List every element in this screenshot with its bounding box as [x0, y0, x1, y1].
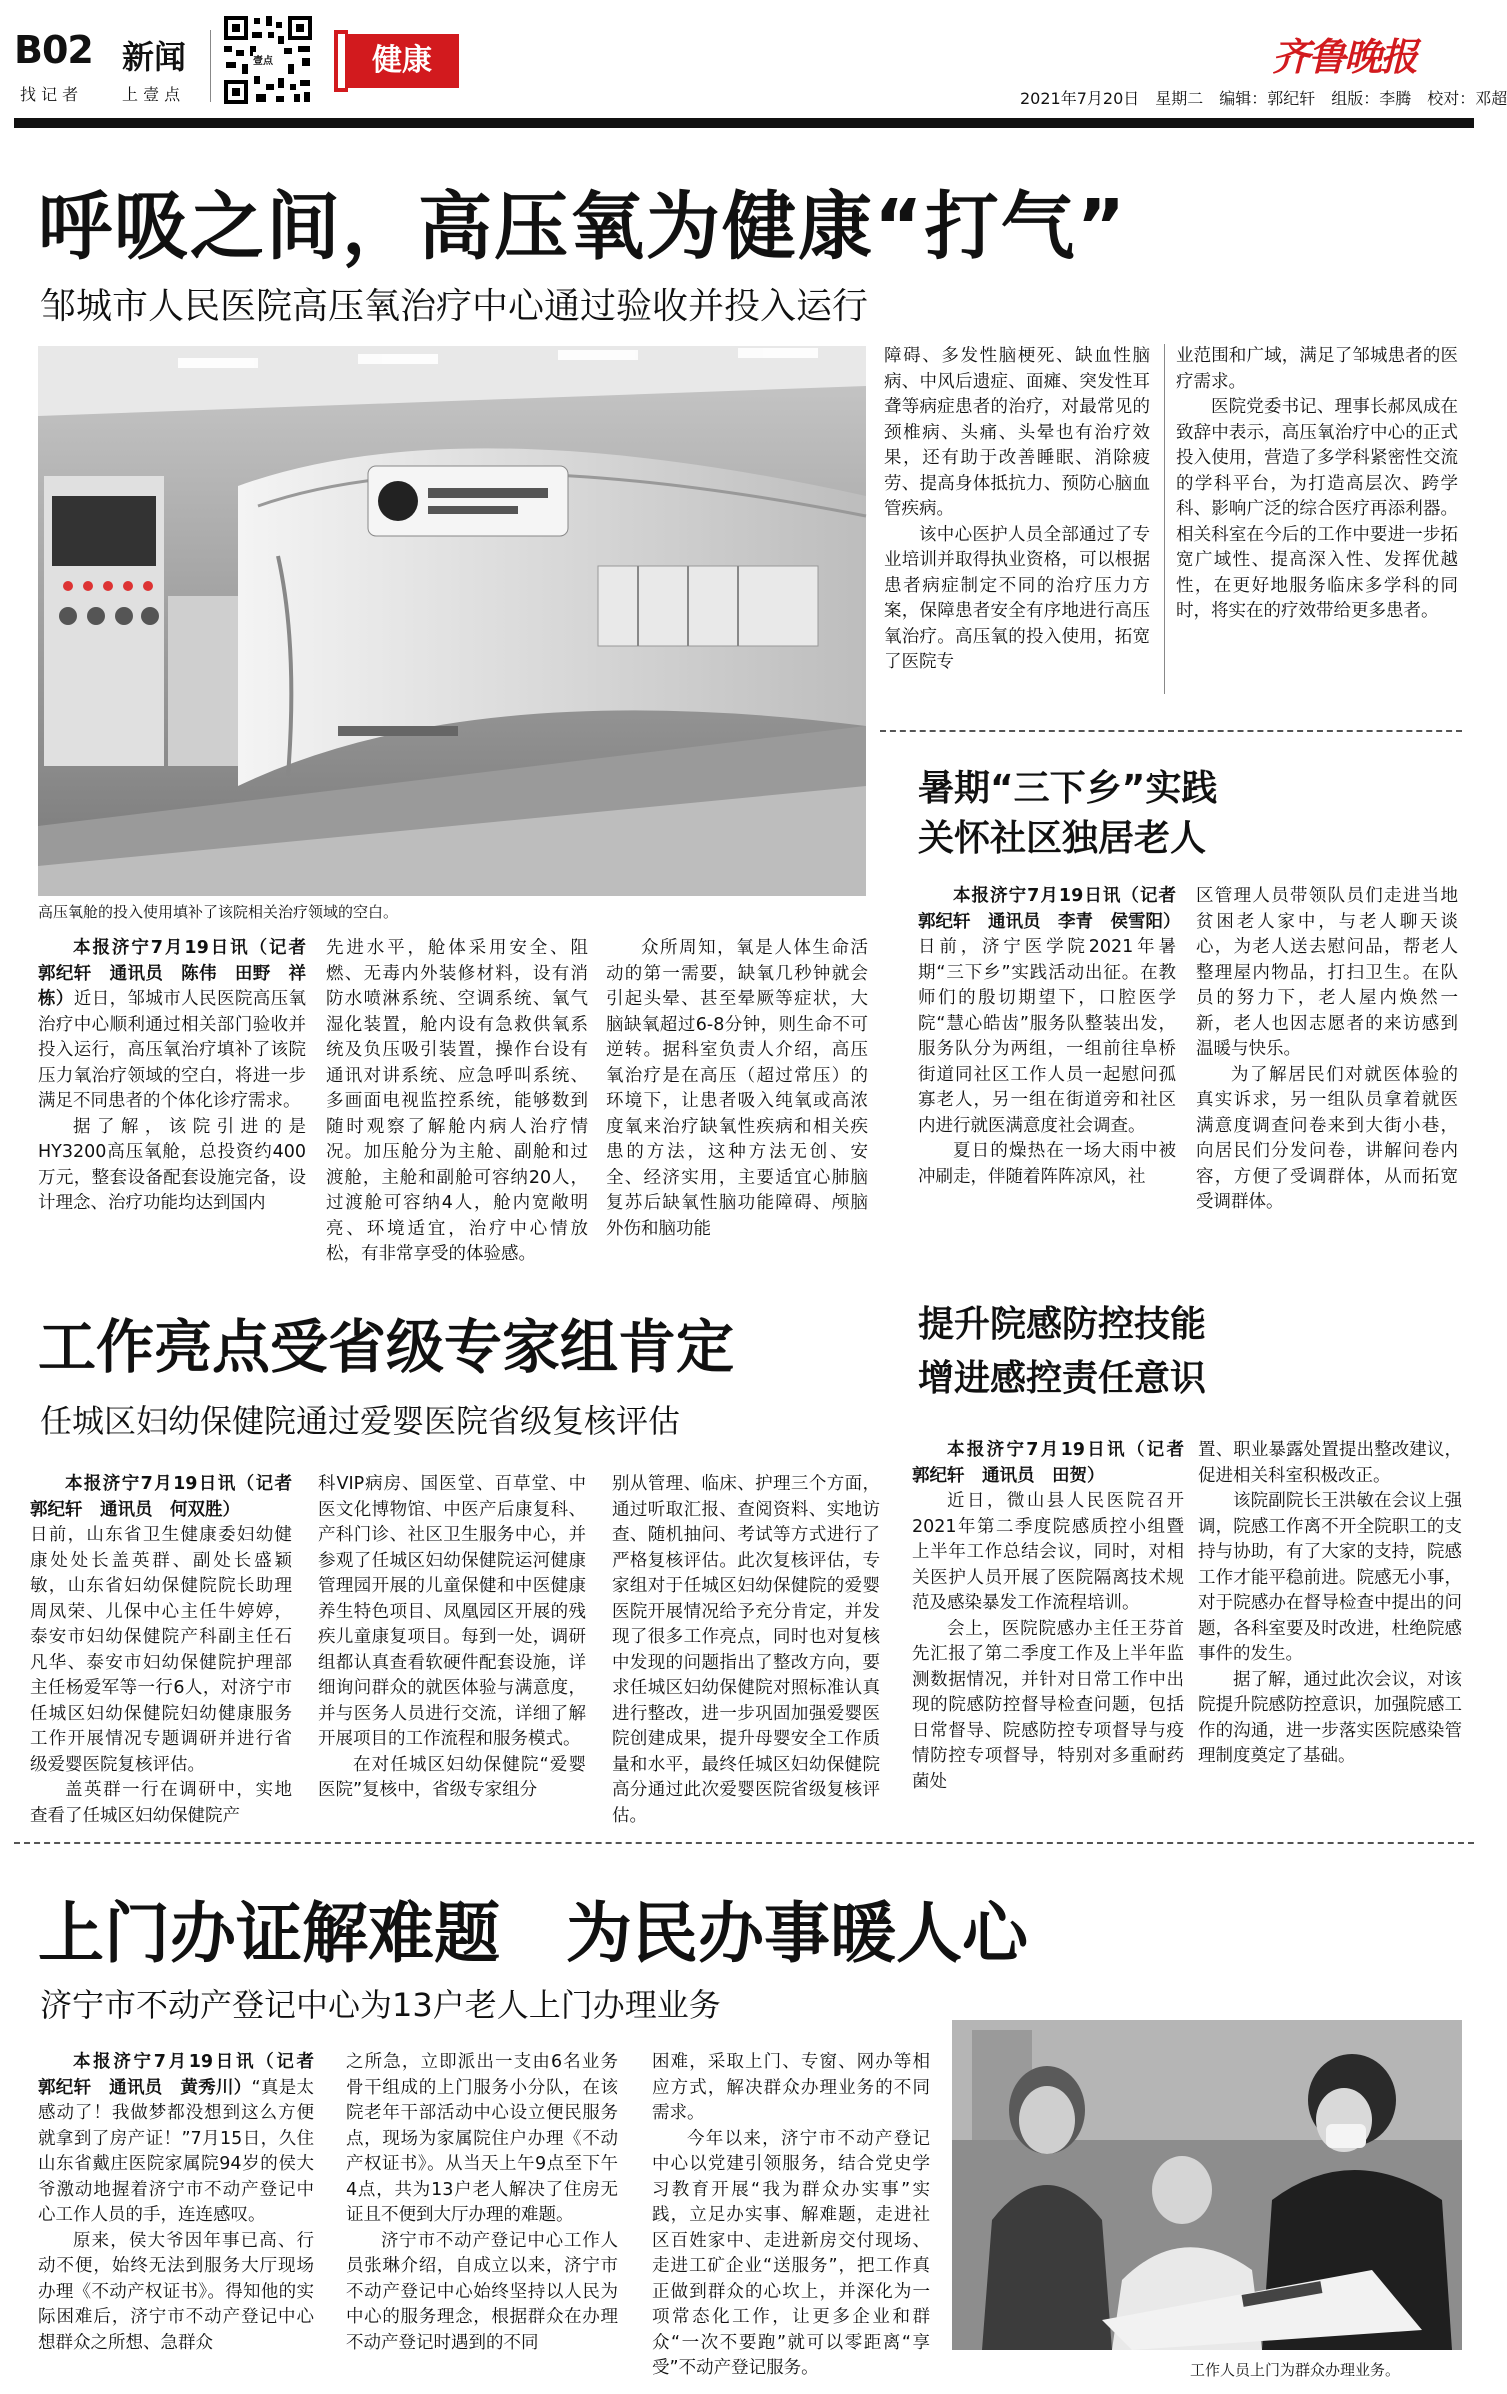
- article1-subtitle: 邹城市人民医院高压氧治疗中心通过验收并投入运行: [40, 286, 869, 327]
- paper-logo: 齐鲁晚报: [1272, 34, 1417, 79]
- masthead-slogan-left: 找 记 者: [20, 85, 79, 104]
- paragraph: 为了解居民们对就医体验的真实诉求，另一组队员拿着就医满意度调查问卷来到大街小巷，向居民们分发问卷，讲解问卷内容，方便了受调群体，从而拓宽受调群体。: [1196, 1064, 1458, 1212]
- divider-dashed: [880, 730, 1462, 732]
- article4-column-2: [1198, 1438, 1462, 1828]
- dateline-text: 本报济宁7月19日讯（记者 郭纪轩 通讯员 李青 侯雪阳）: [918, 886, 1194, 932]
- article5-column-2: [346, 2050, 618, 2370]
- paragraph: 济宁市不动产登记中心工作人员张琳介绍，自成立以来，济宁市不动产登记中心始终坚持以人民为中心的服务理念，根据群众在办理不动产登记时遇到的不同: [346, 2230, 618, 2353]
- paragraph: 据了解，通过此次会议，对该院提升院感防控意识，加强院感工作的沟通，进一步落实医院感染管理制度奠定了基础。: [1198, 1669, 1462, 1766]
- paragraph: 今年以来，济宁市不动产登记中心以党建引领服务，结合党史学习教育开展“我为群众办实事”实践，立足办实事、解难题，走进社区百姓家中、走进新房交付现场、走进工矿企业“送服务”，把工作真正做到群众的心坎上，并深化为一项常态化工作，让更多企业和群众“一次不要跑”就可以零距离“享受”不动产登记服务。: [652, 2128, 930, 2378]
- paragraph: 医院党委书记、理事长郝凤成在致辞中表示，高压氧治疗中心的正式投入使用，营造了多学科紧密性交流的学科平台，为打造高层次、跨学科、影响广泛的综合医疗再添利器。相关科室在今后的工作中要进一步拓宽广域性、提高深入性、发挥优越性，在更好地服务临床多学科的同时，将实在的疗效带给更多患者。: [1176, 397, 1458, 621]
- paragraph: 会上，医院院感办主任王芬首先汇报了第二季度工作及上半年监测数据情况，并针对日常工作中出现的院感防控督导检查问题，包括日常督导、院感防控专项督导与疫情防控专项督导，特别对多重耐药菌处: [912, 1618, 1184, 1792]
- article4-title-line2: 增进感控责任意识: [918, 1358, 1207, 1399]
- article5-photo: [952, 2020, 1462, 2350]
- paragraph: 日前，济宁医学院2021年暑期“三下乡”实践活动出征。在教师们的殷切期望下，口腔医学院“慧心皓齿”服务队整装出发，服务队分为两组，一组前往阜桥街道同社区工作人员一起慰问孤寡老人，另一组在街道旁和社区内进行就医满意度社会调查。: [918, 937, 1176, 1136]
- masthead-slogan-right: 上 壹 点: [122, 85, 181, 104]
- paragraph: 据了解，该院引进的是HY3200高压氧舱，总投资约400万元，整套设备配套设施完备，设计理念、治疗功能均达到国内: [38, 1116, 306, 1213]
- paragraph: 科VIP病房、国医堂、百草堂、中医文化博物馆、中医产后康复科、产科门诊、社区卫生服务中心，并参观了任城区妇幼保健院运河健康管理园开展的儿童保健和中医健康养生特色项目、凤凰园区开展的残疾儿童康复项目。每到一处，调研组都认真查看软硬件配套设施，详细询问群众的就医体验与满意度，并与医务人员进行交流，详细了解开展项目的工作流程和服务模式。: [318, 1474, 586, 1749]
- article3-column-3: [612, 1472, 880, 1828]
- divider-dashed: [14, 1842, 1474, 1844]
- paragraph: 在对任城区妇幼保健院“爱婴医院”复核中，省级专家组分: [318, 1754, 586, 1800]
- page-number: B02: [14, 28, 93, 72]
- article5-dateline: [38, 2050, 332, 2229]
- section-name: 新闻: [122, 38, 187, 76]
- paragraph: 区管理人员带领队员们走进当地贫困老人家中，与老人聊天谈心，为老人送去慰问品，帮老人整理屋内物品，打扫卫生。在队员的努力下，老人屋内焕然一新，老人也因志愿者的来访感到温暖与快乐。: [1196, 886, 1458, 1059]
- channel-tab-label: 健康: [372, 43, 432, 78]
- column-rule: [1164, 344, 1165, 694]
- paragraph: 众所周知，氧是人体生命活动的第一需要，缺氧几秒钟就会引起头晕、甚至晕厥等症状，大脑缺氧超过6-8分钟，则生命不可逆转。据科室负责人介绍，高压氧治疗是在高压（超过常压）的环境下，让患者吸入纯氧或高浓度氧来治疗缺氧性疾病和相关疾患的方法，这种方法无创、安全、经济实用，主要适宜心肺脑复苏后缺氧性脑功能障碍、颅脑外伤和脑功能: [606, 938, 868, 1239]
- article1-dateline: [38, 936, 324, 1115]
- masthead-divider: [210, 30, 211, 102]
- article5-subtitle: 济宁市不动产登记中心为13户老人上门办理业务: [40, 1986, 721, 2024]
- article1-photo-caption: 高压氧舱的投入使用填补了该院相关治疗领域的空白。: [38, 903, 399, 921]
- article3-column-2: [318, 1472, 586, 1828]
- article5-column-1: [38, 2050, 332, 2370]
- paragraph: “真是太感动了！我做梦都没想到这么方便就拿到了房产证！”7月15日，久住山东省戴庄医院家属院94岁的侯大爷激动地握着济宁市不动产登记中心工作人员的手，连连感叹。: [38, 2077, 314, 2225]
- article5-column-3: [652, 2050, 930, 2378]
- paragraph: 夏日的燥热在一场大雨中被冲刷走，伴随着阵阵凉风，社: [918, 1141, 1176, 1187]
- qr-code-label: 壹点: [253, 56, 273, 67]
- article5-title: 上门办证解难题 为民办事暖人心: [38, 1895, 1028, 1972]
- paragraph: 障碍、多发性脑梗死、缺血性脑病、中风后遗症、面瘫、突发性耳聋等病症患者的治疗，对最常见的颈椎病、头痛、头晕也有治疗效果，还有助于改善睡眠、消除疲劳、提高身体抵抗力、预防心脑血管疾病。: [884, 346, 1150, 519]
- paragraph: 业范围和广域，满足了邹城患者的医疗需求。: [1176, 346, 1458, 392]
- dateline-text: 本报济宁7月19日讯（记者 郭纪轩 通讯员 田贺）: [912, 1440, 1202, 1486]
- article1-column-3: [606, 936, 868, 1268]
- article5-photo-caption: 工作人员上门为群众办理业务。: [1190, 2361, 1401, 2379]
- article3-dateline: [30, 1472, 310, 1523]
- paragraph: 该院副院长王洪敏在会议上强调，院感工作离不开全院职工的支持与协助，有了大家的支持，院感工作才能平稳前进。院感无小事，对于院感办在督导检查中提出的问题，各科室要及时改进，杜绝院感事件的发生。: [1198, 1491, 1462, 1664]
- article4-dateline: [912, 1438, 1202, 1489]
- paragraph: 日前，山东省卫生健康委妇幼健康处处长盖英群、副处长盛颖敏，山东省妇幼保健院院长助理周凤荣、儿保中心主任牛婷婷，泰安市妇幼保健院产科副主任石凡华、泰安市妇幼保健院护理部主任杨爱军等一行6人，对济宁市任城区妇幼保健院妇幼健康服务工作开展情况专题调研并进行省级爱婴医院复核评估。: [30, 1525, 292, 1775]
- article1-column-r1: [884, 344, 1150, 704]
- article1-column-2: [326, 936, 588, 1268]
- article2-column-1: [918, 884, 1194, 1274]
- paragraph: 原来，侯大爷因年事已高、行动不便，始终无法到服务大厅现场办理《不动产权证书》。得知他的实际困难后，济宁市不动产登记中心想群众之所想、急群众: [38, 2230, 314, 2353]
- article3-subtitle: 任城区妇幼保健院通过爱婴医院省级复核评估: [40, 1402, 681, 1440]
- paragraph: 先进水平，舱体采用安全、阻燃、无毒内外装修材料，设有消防水喷淋系统、空调系统、氧气湿化装置，舱内设有急救供氧系统及负压吸引装置，操作台设有通讯对讲系统、应急呼叫系统、多画面电视监控系统，能够数到随时观察了解舱内病人治疗情况。加压舱分为主舱、副舱和过渡舱，主舱和副舱可容纳20人，过渡舱可容纳4人，舱内宽敞明亮、环境适宜，治疗中心情放松，有非常享受的体验感。: [326, 938, 588, 1264]
- article1-photo: [38, 346, 866, 896]
- article1-column-r2: [1176, 344, 1458, 704]
- home-service-image: [952, 2020, 1462, 2350]
- paragraph: 之所急，立即派出一支由6名业务骨干组成的上门服务小分队，在该院老年干部活动中心设立便民服务点，现场为家属院住户办理《不动产权证书》。从当天上午9点至下午4点，共为13户老人解决了住房无证且不便到大厅办理的难题。: [346, 2052, 618, 2225]
- paragraph: 近日，微山县人民医院召开2021年第二季度院感质控小组暨上半年工作总结会议，同时，对相关医护人员开展了医院隔离技术规范及感染暴发工作流程培训。: [912, 1491, 1184, 1613]
- paragraph: 置、职业暴露处置提出整改建议，促进相关科室积极改正。: [1198, 1440, 1462, 1486]
- paragraph: 盖英群一行在调研中，实地查看了任城区妇幼保健院产: [30, 1780, 292, 1826]
- oxygen-chamber-image: [38, 346, 866, 896]
- article1-column-1: [38, 936, 324, 1268]
- paragraph: 别从管理、临床、护理三个方面，通过听取汇报、查阅资料、实地访查、随机抽问、考试等方式进行了严格复核评估。此次复核评估，专家组对于任城区妇幼保健院的爱婴医院开展情况给予充分肯定，并发现了很多工作亮点，同时也对复核中发现的问题指出了整改方向，要求任城区妇幼保健院对照标准认真进行整改，进一步巩固加强爱婴医院创建成果，提升母婴安全工作质量和水平，最终任城区妇幼保健院高分通过此次爱婴医院省级复核评估。: [612, 1474, 880, 1826]
- article4-column-1: [912, 1438, 1202, 1828]
- article1-title: 呼吸之间，高压氧为健康“打气”: [38, 184, 1128, 270]
- article3-title: 工作亮点受省级专家组肯定: [38, 1313, 735, 1381]
- dateline-text: 本报济宁7月19日讯（记者 郭纪轩 通讯员 陈伟 田野 祥栋）: [38, 938, 324, 1009]
- article4-title-line1: 提升院感防控技能: [918, 1304, 1207, 1345]
- paragraph: 近日，邹城市人民医院高压氧治疗中心顺利通过相关部门验收并投入运行，高压氧治疗填补了该院压力氧治疗领域的空白，将进一步满足不同患者的个体化诊疗需求。: [38, 989, 307, 1111]
- article2-column-2: [1196, 884, 1458, 1274]
- channel-tab: [345, 34, 459, 88]
- paragraph: 困难，采取上门、专窗、网办等相应方式，解决群众办理业务的不同需求。: [652, 2052, 930, 2123]
- paragraph: 该中心医护人员全部通过了专业培训并取得执业资格，可以根据患者病症制定不同的治疗压力方案，保障患者安全有序地进行高压氧治疗。高压氧的投入使用，拓宽了医院专: [884, 524, 1150, 672]
- article2-title-line2: 关怀社区独居老人: [918, 818, 1207, 859]
- article2-title-line1: 暑期“三下乡”实践: [918, 768, 1218, 809]
- article3-column-1: [30, 1472, 310, 1828]
- masthead-rule: [14, 118, 1474, 128]
- article2-dateline: [918, 884, 1194, 1139]
- dateline-text: 本报济宁7月19日讯（记者 郭纪轩 通讯员 黄秀川）: [38, 2052, 332, 2098]
- issue-meta: 2021年7月20日 星期二 编辑：郭纪轩 组版：李腾 校对：邓超: [1020, 89, 1507, 108]
- dateline-text: 本报济宁7月19日讯（记者 郭纪轩 通讯员 何双胜）: [30, 1474, 310, 1520]
